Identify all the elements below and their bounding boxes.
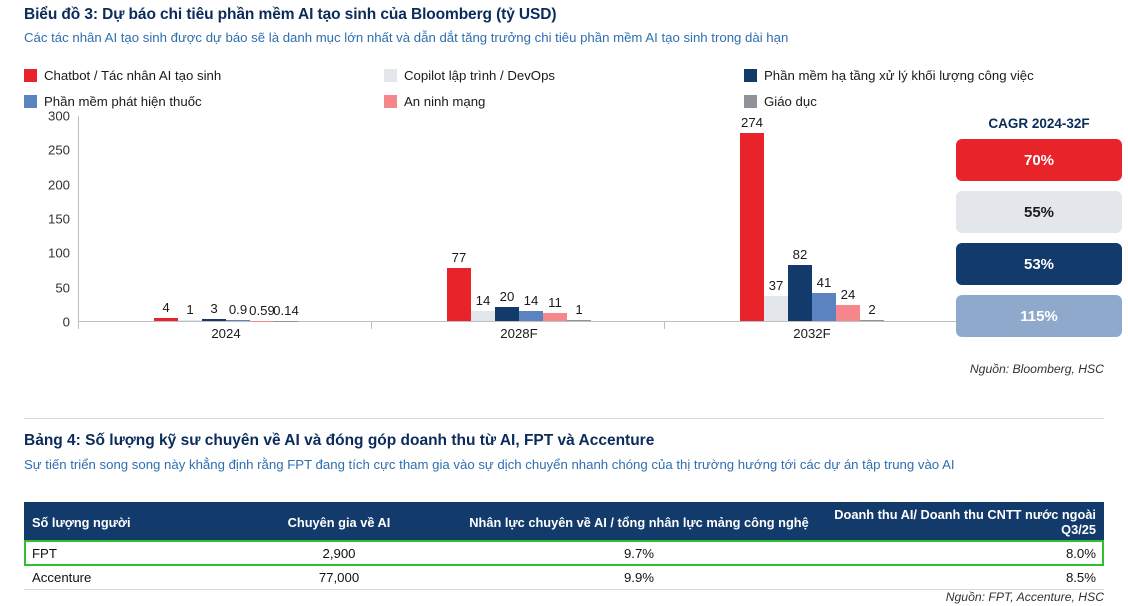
bar-value-label: 24 <box>840 286 856 302</box>
bar-item <box>447 250 471 321</box>
bar <box>860 320 884 321</box>
bar <box>543 313 567 321</box>
x-axis-category-label: 2024 <box>211 326 241 341</box>
bar <box>495 307 519 321</box>
table-column-header: Số lượng người <box>24 502 224 542</box>
legend-label: An ninh mạng <box>404 93 486 109</box>
bar <box>764 296 788 321</box>
bar-value-label: 0.14 <box>273 302 299 318</box>
bar-item <box>567 302 591 321</box>
x-axis-category-label: 2028F <box>500 326 538 341</box>
legend-label: Phần mềm phát hiện thuốc <box>44 93 202 109</box>
bar-value-label: 1 <box>186 302 194 318</box>
chart-title: Biểu đồ 3: Dự báo chi tiêu phần mềm AI tạo sinh của Bloomberg (tỷ USD) <box>24 6 557 23</box>
table-cell-experts: 2,900 <box>224 542 454 566</box>
bar <box>567 320 591 321</box>
table-cell-experts: 77,000 <box>224 566 454 590</box>
legend-label: Giáo dục <box>764 93 817 109</box>
bar-item <box>788 246 812 321</box>
table-source-note: Nguồn: FPT, Accenture, HSC <box>945 590 1104 604</box>
section-divider <box>24 418 1104 419</box>
y-axis-line <box>78 116 79 322</box>
bar-group-2032f <box>740 114 884 321</box>
bar-value-label: 0.9 <box>228 302 248 318</box>
bar-value-label: 0.59 <box>249 302 275 318</box>
legend-swatch-icon <box>24 95 37 108</box>
bar-value-label: 3 <box>210 300 218 316</box>
legend-swatch-icon <box>384 95 397 108</box>
bar <box>519 311 543 321</box>
bar-value-label: 4 <box>162 300 170 316</box>
bar-value-label: 41 <box>816 274 832 290</box>
legend-item-drug <box>24 94 384 109</box>
bar-item <box>202 300 226 321</box>
bar-item <box>764 277 788 321</box>
bar-item <box>154 300 178 321</box>
bar-value-label: 11 <box>548 295 562 311</box>
bar-item <box>178 302 202 321</box>
bar-item <box>543 295 567 321</box>
y-tick-label: 300 <box>47 108 70 124</box>
cagr-badge-copilot: 55% <box>956 191 1122 233</box>
chart-legend <box>24 62 1114 114</box>
bar <box>812 293 836 321</box>
table-title: Bảng 4: Số lượng kỹ sư chuyên về AI và đóng góp doanh thu từ AI, FPT và Accenture <box>24 432 655 449</box>
bar-item <box>860 301 884 321</box>
bar <box>202 319 226 321</box>
bar-value-label: 14 <box>475 293 491 309</box>
legend-item-chatbot <box>24 68 384 83</box>
legend-row-1 <box>24 62 1114 88</box>
bar-group-2024 <box>154 300 299 321</box>
bar-value-label: 20 <box>499 289 515 305</box>
cagr-badge-infra: 53% <box>956 243 1122 285</box>
x-axis-tick <box>78 322 79 329</box>
bar-item <box>495 289 519 321</box>
legend-swatch-icon <box>744 95 757 108</box>
table-row <box>24 542 1104 566</box>
bar <box>154 318 178 321</box>
y-tick-label: 150 <box>47 211 70 227</box>
bar-value-label: 1 <box>575 302 583 318</box>
y-tick-label: 0 <box>62 314 70 330</box>
bar-value-label: 2 <box>868 301 876 317</box>
table-column-header: Chuyên gia về AI <box>224 502 454 542</box>
table-cell-ratio: 9.7% <box>454 542 824 566</box>
x-axis-line <box>78 321 958 322</box>
legend-label: Chatbot / Tác nhân AI tạo sinh <box>44 67 222 83</box>
cagr-badge-chatbot: 70% <box>956 139 1122 181</box>
bar-item <box>740 114 764 321</box>
bar-item <box>226 302 250 321</box>
bar <box>226 320 250 321</box>
bar-item <box>836 286 860 322</box>
table-column-header: Nhân lực chuyên về AI / tổng nhân lực mảng công nghệ <box>454 502 824 542</box>
legend-item-education <box>744 94 817 109</box>
legend-swatch-icon <box>384 69 397 82</box>
bar-item <box>812 274 836 321</box>
cagr-panel <box>956 116 1122 347</box>
y-tick-label: 50 <box>55 280 70 296</box>
y-tick-label: 250 <box>47 142 70 158</box>
bar <box>740 133 764 321</box>
ai-comparison-table <box>24 502 1104 590</box>
legend-item-cybersecurity <box>384 94 744 109</box>
bar-group-2028f <box>447 250 591 321</box>
bar-item <box>471 293 495 321</box>
table-cell-company: Accenture <box>24 566 224 590</box>
table-cell-revenue: 8.5% <box>824 566 1104 590</box>
table-cell-company: FPT <box>24 542 224 566</box>
legend-item-copilot <box>384 68 744 83</box>
bar-value-label: 82 <box>792 246 808 262</box>
y-tick-label: 100 <box>47 245 70 261</box>
bar <box>788 265 812 321</box>
bar <box>447 268 471 321</box>
x-axis-category-label: 2032F <box>793 326 831 341</box>
x-axis-tick <box>371 322 372 329</box>
legend-row-2 <box>24 88 1114 114</box>
chart-subtitle: Các tác nhân AI tạo sinh được dự báo sẽ là danh mục lớn nhất và dẫn dắt tăng trưởng chi tiêu phần mềm AI tạo sinh trong dài hạn <box>24 30 789 45</box>
bar-value-label: 274 <box>740 114 764 130</box>
table-row <box>24 566 1104 590</box>
cagr-badge-drug: 115% <box>956 295 1122 337</box>
bar-value-label: 37 <box>768 277 784 293</box>
bar-item <box>519 293 543 321</box>
table-subtitle: Sự tiến triển song song này khẳng định rằng FPT đang tích cực tham gia vào sự dịch chuyển nhanh chóng của thị trường hướng tới các dự án tập trung vào AI <box>24 457 955 472</box>
table-cell-revenue: 8.0% <box>824 542 1104 566</box>
x-axis-tick <box>664 322 665 329</box>
bar <box>178 320 202 321</box>
table-header-row <box>24 502 1104 542</box>
table-cell-ratio: 9.9% <box>454 566 824 590</box>
legend-label: Phần mềm hạ tầng xử lý khối lượng công việc <box>764 67 1034 83</box>
bar-value-label: 14 <box>523 293 539 309</box>
bar <box>471 311 495 321</box>
bar-value-label: 77 <box>451 250 467 266</box>
legend-swatch-icon <box>744 69 757 82</box>
bar <box>836 305 860 322</box>
legend-item-infra <box>744 68 1034 83</box>
table-column-header: Doanh thu AI/ Doanh thu CNTT nước ngoài Q3/25 <box>824 502 1104 542</box>
legend-swatch-icon <box>24 69 37 82</box>
legend-label: Copilot lập trình / DevOps <box>404 67 555 83</box>
y-tick-label: 200 <box>47 177 70 193</box>
chart-plot <box>24 108 1114 346</box>
chart-axes <box>47 108 958 341</box>
cagr-panel-title: CAGR 2024-32F <box>988 116 1090 131</box>
chart-source-note: Nguồn: Bloomberg, HSC <box>969 362 1104 376</box>
